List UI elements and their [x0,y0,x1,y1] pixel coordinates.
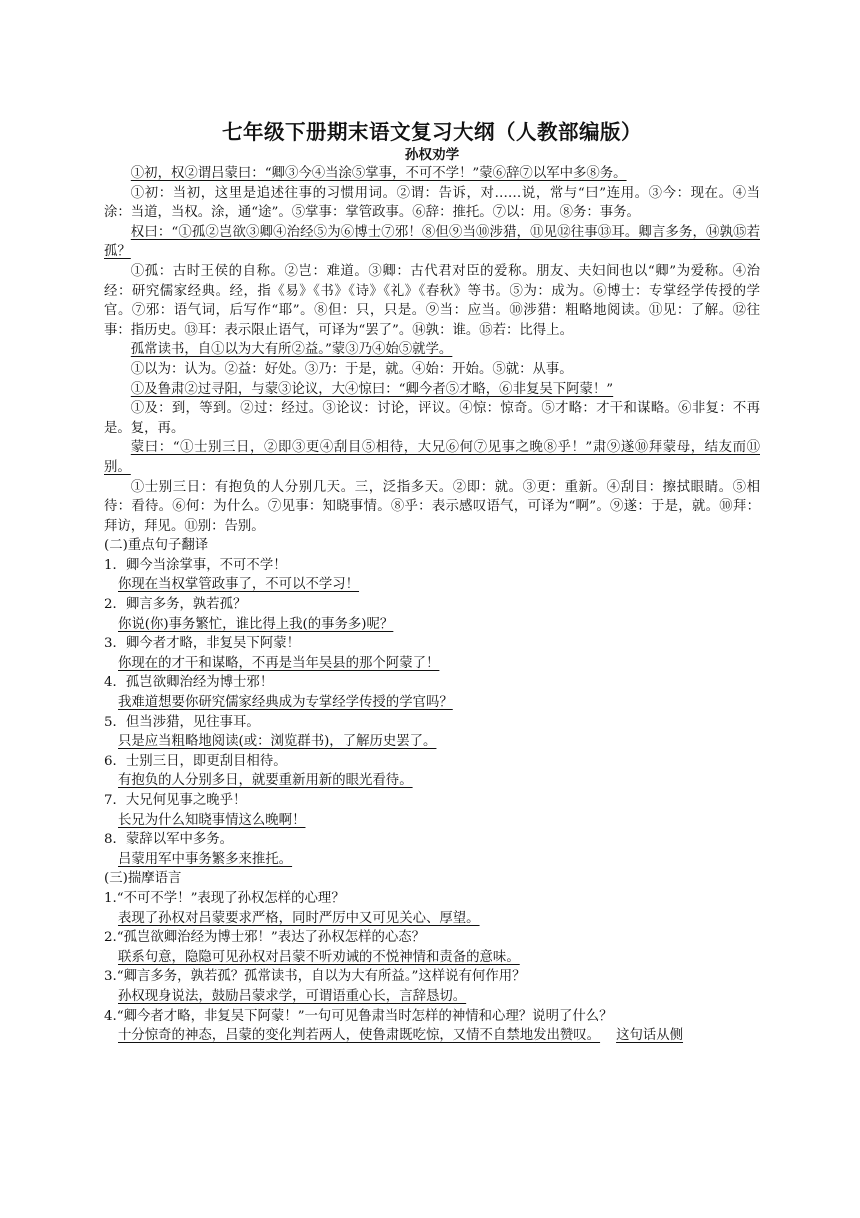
analysis-answer: 表现了孙权对吕蒙要求严格，同时严厉中又可见关心、厚望。 [118,910,480,926]
original-text-paragraph: 孤常读书，自①以为大有所②益。”蒙③乃④始⑤就学。 [130,342,453,358]
analysis-answer-line [118,1026,760,1046]
translation-question: 2．卿言多务，孰若孤？ [104,597,247,613]
translation-question: 4．孤岂欲卿治经为博士邪！ [104,675,274,691]
original-text-paragraph: ①初，权②谓吕蒙曰：“卿③今④当涂⑤掌事，不可不学！”蒙⑥辞⑦以军中多⑧务。 [130,166,627,181]
translation-question: 6．士别三日，即更刮目相待。 [104,753,287,769]
translation-answer: 有抱负的人分别多日，就要重新用新的眼光看待。 [118,773,413,789]
analysis-answer: 联系句意，隐隐可见孙权对吕蒙不听劝诫的不悦神情和责备的意味。 [118,949,520,965]
analysis-answer: 十分惊奇的神态，吕蒙的变化判若两人，使鲁肃既吃惊，又情不自禁地发出赞叹。 [118,1028,601,1044]
document-title: 七年级下册期末语文复习大纲（人教部编版） [222,120,642,144]
lesson-title: 孙权劝学 [404,147,460,163]
annotation-paragraph: ①初：当初，这里是追述往事的习惯用词。②谓：告诉，对……说，常与“曰”连用。③今：现在。④当涂：当道，当权。涂，通“途”。⑤掌事：掌管政事。⑥辞：推托。⑦以：用。⑧务：事务。 [104,185,760,221]
translation-answer: 你现在的才干和谋略，不再是当年吴县的那个阿蒙了！ [118,655,440,671]
annotation-paragraph: ①以为：认为。②益：好处。③乃：于是，就。④始：开始。⑤就：从事。 [130,361,573,377]
translation-answer: 你说(你)事务繁忙，谁比得上我(的事务多)呢？ [118,616,394,632]
section-heading-translation: (二)重点句子翻译 [104,538,209,554]
translation-answer: 长兄为什么知晓事情这么晚啊！ [118,812,306,828]
translation-answer: 你现在当权掌管政事了，不可以不学习！ [118,577,360,593]
analysis-answer-continuation: 这句话从侧 [616,1028,684,1044]
analysis-question: 1.“不可不学！”表现了孙权怎样的心理？ [104,890,345,906]
section-heading-language-analysis: (三)揣摩语言 [104,871,182,887]
original-text-paragraph: ①及鲁肃②过寻阳，与蒙③论议，大④惊曰：“卿今者⑤才略，⑥非复吴下阿蒙！” [130,381,614,397]
analysis-question: 3.“卿言多务，孰若孤？孤常读书，自以为大有所益。”这样说有何作用？ [104,969,526,985]
original-text-paragraph: 蒙曰：“①士别三日，②即③更④刮目⑤相待，大兄⑥何⑦见事之晚⑧乎！”肃⑨遂⑩拜蒙母，结友而⑪别。 [104,440,760,475]
annotation-paragraph: ①孤：古时王侯的自称。②岂：难道。③卿：古代君对臣的爱称。朋友、夫妇间也以“卿”为爱称。④治经：研究儒家经典。经，指《易》《书》《诗》《礼》《春秋》等书。⑤为：成为。⑥博士：专掌经学传授的学官。⑦邪：语气词，后写作“耶”。⑧但：只，只是。⑨当：应当。⑩涉猎：粗略地阅读。⑪见：了解。⑫往事：指历史。⑬耳：表示限止语气，可译为“罢了”。⑭孰：谁。⑮若：比得上。 [104,263,760,338]
translation-answer: 我难道想要你研究儒家经典成为专掌经学传授的学官吗？ [118,695,453,711]
translation-question: 5．但当涉猎，见往事耳。 [104,714,260,730]
analysis-question: 2.“孤岂欲卿治经为博士邪！”表达了孙权怎样的心态？ [104,930,426,946]
translation-answer: 吕蒙用军中事务繁多来推托。 [118,851,293,867]
annotation-paragraph: ①士别三日：有抱负的人分别几天。三，泛指多天。②即：就。③更：重新。④刮目：擦拭眼睛。⑤相待：看待。⑥何：为什么。⑦见事：知晓事情。⑧乎：表示感叹语气，可译为“啊”。⑨遂：于是，就。⑩拜：拜访，拜见。⑪别：告别。 [104,479,760,534]
translation-question: 8．蒙辞以军中多务。 [104,832,234,848]
analysis-question: 4.“卿今者才略，非复吴下阿蒙！”一句可见鲁肃当时怎样的神情和心理？说明了什么？ [104,1008,613,1024]
translation-question: 1．卿今当涂掌事，不可不学！ [104,557,287,573]
annotation-paragraph: ①及：到，等到。②过：经过。③论议：讨论，评议。④惊：惊奇。⑤才略：才干和谋略。⑥非复：不再是。复，再。 [104,401,760,436]
translation-question: 3．卿今者才略，非复吴下阿蒙！ [104,636,300,652]
translation-answer: 只是应当粗略地阅读(或：浏览群书)，了解历史罢了。 [118,734,437,750]
document-page [104,118,760,1046]
translation-question: 7．大兄何见事之晚乎！ [104,793,247,808]
analysis-answer: 孙权现身说法，鼓励吕蒙求学，可谓语重心长，言辞恳切。 [118,988,467,1004]
original-text-paragraph: 权曰：“①孤②岂欲③卿④治经⑤为⑥博士⑦邪！⑧但⑨当⑩涉猎，⑪见⑫往事⑬耳。卿言多务，⑭孰⑮若孤？ [104,224,760,260]
